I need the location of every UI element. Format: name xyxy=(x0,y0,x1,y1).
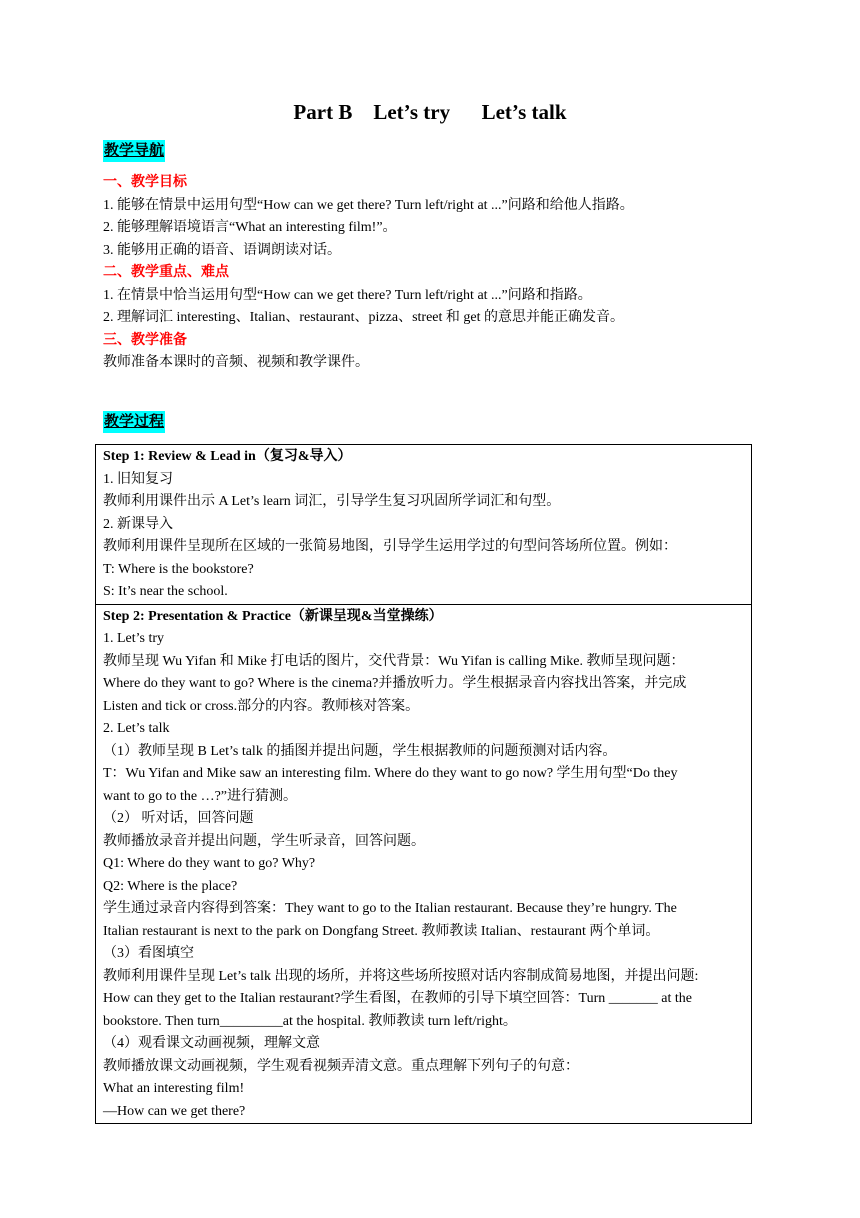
step1-line: 教师利用课件呈现所在区域的一张简易地图，引导学生运用学过的句型问答场所位置。例如： xyxy=(103,539,677,554)
step1-line: 教师利用课件出示 A Let’s learn 词汇，引导学生复习巩固所学词汇和句型。 xyxy=(103,494,561,509)
step2-line: How can they get to the Italian restaurant?学生看图，在教师的引导下填空回答：Turn _______ at the xyxy=(103,991,692,1006)
step2-line: bookstore. Then turn_________at the hospital. 教师教读 turn left/right。 xyxy=(103,1013,517,1029)
step1-line: S: It’s near the school. xyxy=(103,584,228,599)
step2-line: 教师呈现 Wu Yifan 和 Mike 打电话的图片，交代背景：Wu Yifan is calling Mike. 教师呈现问题： xyxy=(103,653,685,669)
step1-row xyxy=(96,445,752,605)
step2-line: （4）观看课文动画视频，理解文意 xyxy=(103,1036,320,1051)
goal-item: 3. 能够用正确的语音、语调朗读对话。 xyxy=(103,242,341,258)
step2-line: （1）教师呈现 B Let’s talk 的插图并提出问题，学生根据教师的问题预测对话内容。 xyxy=(103,743,617,759)
nav-heading: 教学导航 xyxy=(103,140,165,162)
goal-item: 2. 能够理解语境语言“What an interesting film!”。 xyxy=(103,220,397,235)
step2-row xyxy=(96,604,752,1124)
step2-line: Q2: Where is the place? xyxy=(103,878,238,894)
keypoint-item: 2. 理解词汇 interesting、Italian、restaurant、pizza、street 和 get 的意思并能正确发音。 xyxy=(103,310,624,325)
step1-line: 2. 新课导入 xyxy=(103,516,173,532)
step2-cell xyxy=(96,604,752,1124)
step2-line: 2. Let’s talk xyxy=(103,721,170,736)
step2-line: （3）看图填空 xyxy=(103,946,194,961)
keypoints-heading: 二、教学重点、难点 xyxy=(103,265,229,280)
step2-line: want to go to the …?”进行猜测。 xyxy=(103,788,298,804)
step1-line: 1. 旧知复习 xyxy=(103,471,173,487)
goal-item: 1. 能够在情景中运用句型“How can we get there? Turn left/right at ...”问路和给他人指路。 xyxy=(103,197,634,213)
step2-title: Step 2: Presentation & Practice（新课呈现&当堂操练） xyxy=(103,608,443,624)
step2-line: Italian restaurant is next to the park on Dongfang Street. 教师教读 Italian、restaurant 两个单词。 xyxy=(103,923,660,939)
process-table xyxy=(95,444,752,1124)
step2-line: Where do they want to go? Where is the cinema?并播放听力。学生根据录音内容找出答案，并完成 xyxy=(103,676,687,691)
goals-heading: 一、教学目标 xyxy=(103,175,187,190)
process-heading: 教学过程 xyxy=(103,411,165,433)
prep-text: 教师准备本课时的音频、视频和教学课件。 xyxy=(103,355,369,370)
step2-line: 1. Let’s try xyxy=(103,631,165,646)
step2-line: What an interesting film! xyxy=(103,1081,245,1096)
keypoint-item: 1. 在情景中恰当运用句型“How can we get there? Turn left/right at ...”问路和指路。 xyxy=(103,287,592,303)
step2-line: Q1: Where do they want to go? Why? xyxy=(103,856,316,871)
step2-line: 教师播放录音并提出问题，学生听录音，回答问题。 xyxy=(103,833,425,849)
step2-line: Listen and tick or cross.部分的内容。教师核对答案。 xyxy=(103,698,420,714)
page-title: Part B Let’s try Let’s talk xyxy=(293,100,567,124)
step1-line: T: Where is the bookstore? xyxy=(103,561,254,577)
step1-title: Step 1: Review & Lead in（复习&导入） xyxy=(103,449,352,464)
prep-heading: 三、教学准备 xyxy=(103,332,187,348)
step2-line: （2） 听对话，回答问题 xyxy=(103,811,254,826)
step2-line: T：Wu Yifan and Mike saw an interesting film. Where do they want to go now? 学生用句型“Do they xyxy=(103,766,678,781)
step2-line: 教师播放课文动画视频，学生观看视频弄清文意。重点理解下列句子的句意： xyxy=(103,1058,579,1074)
step2-line: 学生通过录音内容得到答案：They want to go to the Italian restaurant. Because they’re hungry. The xyxy=(103,901,677,916)
step2-line: —How can we get there? xyxy=(103,1103,246,1119)
overview-section xyxy=(103,172,763,375)
step1-cell xyxy=(96,445,752,605)
step2-line: 教师利用课件呈现 Let’s talk 出现的场所，并将这些场所按照对话内容制成简易地图，并提出问题: xyxy=(103,968,699,984)
